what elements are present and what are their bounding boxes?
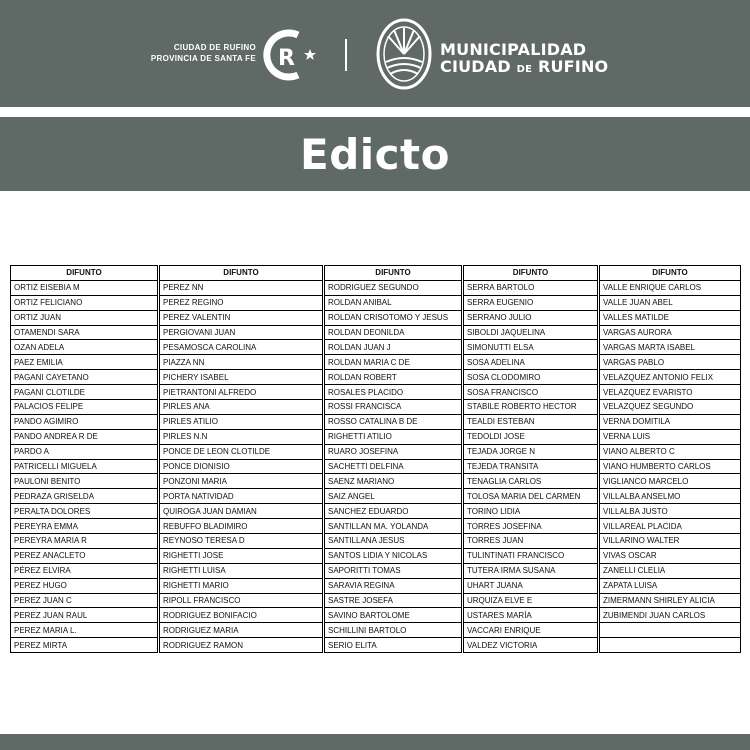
- municipality-word-rufino: RUFINO: [537, 57, 609, 76]
- table-cell: TORINO LIDIA: [464, 504, 598, 519]
- table-cell: SANTILLANA JESUS: [325, 534, 462, 549]
- column-header: DIFUNTO: [160, 266, 323, 281]
- city-name: [148, 42, 256, 64]
- table-cell: PARDO A: [11, 444, 158, 459]
- table-cell: PONCE DIONISIO: [160, 459, 323, 474]
- table-cell: SOSA ADELINA: [464, 355, 598, 370]
- table-row: [11, 638, 741, 653]
- table-row: [11, 608, 741, 623]
- table-cell: RIGHETTI ATILIO: [325, 429, 462, 444]
- table-cell: SERRANO JULIO: [464, 310, 598, 325]
- table-cell: VELAZQUEZ SEGUNDO: [600, 400, 741, 415]
- table-row: [11, 385, 741, 400]
- table-row: [11, 340, 741, 355]
- table-cell: TORRES JUAN: [464, 534, 598, 549]
- column-header: DIFUNTO: [464, 266, 598, 281]
- table-cell: ZAPATA LUISA: [600, 578, 741, 593]
- table-cell: TULINTINATI FRANCISCO: [464, 548, 598, 563]
- table-cell: VALLES MATILDE: [600, 310, 741, 325]
- table-cell: VERNA DOMITILA: [600, 414, 741, 429]
- table-cell: ROSSI FRANCISCA: [325, 400, 462, 415]
- table-cell: PANDO ANDREA R DE: [11, 429, 158, 444]
- table-cell: VALDEZ VICTORIA: [464, 638, 598, 653]
- table-cell: VIGLIANCO MARCELO: [600, 474, 741, 489]
- table-cell: PANDO AGIMIRO: [11, 414, 158, 429]
- table-cell: PORTA NATIVIDAD: [160, 489, 323, 504]
- table-cell: PONZONI MARIA: [160, 474, 323, 489]
- table-cell: RIGHETTI JOSE: [160, 548, 323, 563]
- table-cell: PEDRAZA GRISELDA: [11, 489, 158, 504]
- table-cell: PIRLES N.N: [160, 429, 323, 444]
- table-cell: SAPORITTI TOMAS: [325, 563, 462, 578]
- table-cell: PEREZ JUAN C: [11, 593, 158, 608]
- footer-band: [0, 734, 750, 750]
- table-cell: VELAZQUEZ EVARISTO: [600, 385, 741, 400]
- table-cell: TOLOSA MARIA DEL CARMEN: [464, 489, 598, 504]
- table-cell: SERRA BARTOLO: [464, 280, 598, 295]
- municipality-line-2: [440, 58, 608, 78]
- table-cell: PAGANI CLOTILDE: [11, 385, 158, 400]
- table-cell: USTARES MARÍA: [464, 608, 598, 623]
- table-header-row: [11, 266, 741, 281]
- table-cell: UHART JUANA: [464, 578, 598, 593]
- table-cell: RODRIGUEZ MARIA: [160, 623, 323, 638]
- header-stripe: [0, 107, 750, 117]
- table-cell: VIANO ALBERTO C: [600, 444, 741, 459]
- table-cell: PICHERY ISABEL: [160, 370, 323, 385]
- table-cell: RIGHETTI LUISA: [160, 563, 323, 578]
- table-cell: REBUFFO BLADIMIRO: [160, 519, 323, 534]
- table-cell: PERALTA DOLORES: [11, 504, 158, 519]
- table-cell: SOSA CLODOMIRO: [464, 370, 598, 385]
- table-cell: OZAN ADELA: [11, 340, 158, 355]
- table-cell: ROLDAN CRISOTOMO Y JESUS: [325, 310, 462, 325]
- table-row: [11, 534, 741, 549]
- table-row: [11, 623, 741, 638]
- table-cell: RUARO JOSEFINA: [325, 444, 462, 459]
- table-cell: [600, 638, 741, 653]
- table-cell: REYNOSO TERESA D: [160, 534, 323, 549]
- table-cell: ZANELLI CLELIA: [600, 563, 741, 578]
- table-cell: RODRIGUEZ BONIFACIO: [160, 608, 323, 623]
- table-cell: ORTIZ FELICIANO: [11, 295, 158, 310]
- table-cell: SACHETTI DELFINA: [325, 459, 462, 474]
- table-cell: VIANO HUMBERTO CARLOS: [600, 459, 741, 474]
- table-cell: TEDOLDI JOSE: [464, 429, 598, 444]
- city-line-1: CIUDAD DE RUFINO: [173, 43, 256, 52]
- municipality-word-ciudad: CIUDAD: [440, 57, 511, 76]
- table-row: [11, 280, 741, 295]
- table-cell: RODRIGUEZ SEGUNDO: [325, 280, 462, 295]
- municipality-word-de: DE: [516, 64, 533, 75]
- table-cell: SANTOS LIDIA Y NICOLAS: [325, 548, 462, 563]
- table-cell: VARGAS MARTA ISABEL: [600, 340, 741, 355]
- table-cell: RODRIGUEZ RAMON: [160, 638, 323, 653]
- table-cell: [600, 623, 741, 638]
- page-title: Edicto: [300, 129, 450, 179]
- table-cell: PALACIOS FELIPE: [11, 400, 158, 415]
- column-header: DIFUNTO: [11, 266, 158, 281]
- table-row: [11, 444, 741, 459]
- table-row: [11, 548, 741, 563]
- table-row: [11, 459, 741, 474]
- table-cell: PEREZ MIRTA: [11, 638, 158, 653]
- table-row: [11, 370, 741, 385]
- deceased-list-table: [10, 265, 741, 653]
- table-cell: PESAMOSCA CAROLINA: [160, 340, 323, 355]
- table-row: [11, 429, 741, 444]
- table-cell: VILLALBA JUSTO: [600, 504, 741, 519]
- table-cell: PEREYRA EMMA: [11, 519, 158, 534]
- table-cell: PAGANI CAYETANO: [11, 370, 158, 385]
- table-cell: SIBOLDI JAQUELINA: [464, 325, 598, 340]
- table-cell: PIRLES ANA: [160, 400, 323, 415]
- table-row: [11, 414, 741, 429]
- logo-divider: [345, 39, 347, 71]
- table-row: [11, 400, 741, 415]
- table-cell: SAVINO BARTOLOME: [325, 608, 462, 623]
- table-row: [11, 474, 741, 489]
- table-cell: SAENZ MARIANO: [325, 474, 462, 489]
- table-cell: ROLDAN JUAN J: [325, 340, 462, 355]
- table-cell: ZUBIMENDI JUAN CARLOS: [600, 608, 741, 623]
- table-cell: VARGAS PABLO: [600, 355, 741, 370]
- table-cell: ROLDAN ROBERT: [325, 370, 462, 385]
- table-cell: RIGHETTI MARIO: [160, 578, 323, 593]
- table-cell: RIPOLL FRANCISCO: [160, 593, 323, 608]
- table-cell: VILLALBA ANSELMO: [600, 489, 741, 504]
- table-cell: VACCARI ENRIQUE: [464, 623, 598, 638]
- municipal-crest-icon: [374, 16, 434, 92]
- table-cell: SOSA FRANCISCO: [464, 385, 598, 400]
- table-cell: TENAGLIA CARLOS: [464, 474, 598, 489]
- table-row: [11, 563, 741, 578]
- table-cell: STABILE ROBERTO HECTOR: [464, 400, 598, 415]
- table-cell: VELAZQUEZ ANTONIO FELIX: [600, 370, 741, 385]
- municipality-name: [440, 41, 608, 78]
- table-row: [11, 519, 741, 534]
- city-logo-icon: [258, 27, 320, 83]
- table-cell: VALLE ENRIQUE CARLOS: [600, 280, 741, 295]
- table-cell: PEREZ HUGO: [11, 578, 158, 593]
- city-line-2: PROVINCIA DE SANTA FE: [150, 54, 256, 63]
- table-cell: ORTIZ EISEBIA M: [11, 280, 158, 295]
- table-row: [11, 355, 741, 370]
- table-cell: ROSALES PLACIDO: [325, 385, 462, 400]
- table-cell: PEREZ REGINO: [160, 295, 323, 310]
- table-cell: VIVAS OSCAR: [600, 548, 741, 563]
- table-cell: TEJEDA TRANSITA: [464, 459, 598, 474]
- table-cell: QUIROGA JUAN DAMIAN: [160, 504, 323, 519]
- table-cell: VALLE JUAN ABEL: [600, 295, 741, 310]
- table-cell: TEJADA JORGE N: [464, 444, 598, 459]
- table-cell: PEREZ VALENTIN: [160, 310, 323, 325]
- table-cell: PEREZ JUAN RAUL: [11, 608, 158, 623]
- table-row: [11, 578, 741, 593]
- table-cell: URQUIZA ELVE E: [464, 593, 598, 608]
- table-cell: OTAMENDI SARA: [11, 325, 158, 340]
- table-cell: PEREZ NN: [160, 280, 323, 295]
- table-cell: PIAZZA NN: [160, 355, 323, 370]
- table-cell: SIMONUTTI ELSA: [464, 340, 598, 355]
- column-header: DIFUNTO: [600, 266, 741, 281]
- table-cell: SERIO ELITA: [325, 638, 462, 653]
- table-cell: ROLDAN MARIA C DE: [325, 355, 462, 370]
- table-cell: PATRICELLI MIGUELA: [11, 459, 158, 474]
- table-row: [11, 489, 741, 504]
- table-cell: SASTRE JOSEFA: [325, 593, 462, 608]
- table-cell: PAEZ EMILIA: [11, 355, 158, 370]
- table-row: [11, 295, 741, 310]
- table-cell: VERNA LUIS: [600, 429, 741, 444]
- table-cell: PERGIOVANI JUAN: [160, 325, 323, 340]
- table-cell: TORRES JOSEFINA: [464, 519, 598, 534]
- table-cell: ORTIZ JUAN: [11, 310, 158, 325]
- table-row: [11, 325, 741, 340]
- title-band: [0, 117, 750, 191]
- table-cell: SAIZ ANGEL: [325, 489, 462, 504]
- table-row: [11, 504, 741, 519]
- table-cell: SERRA EUGENIO: [464, 295, 598, 310]
- table-cell: TUTERA IRMA SUSANA: [464, 563, 598, 578]
- table-cell: ROLDAN DEONILDA: [325, 325, 462, 340]
- municipality-line-1: MUNICIPALIDAD: [440, 40, 587, 59]
- table-cell: ROLDAN ANIBAL: [325, 295, 462, 310]
- table-cell: SANTILLAN MA. YOLANDA: [325, 519, 462, 534]
- table-cell: PIRLES ATILIO: [160, 414, 323, 429]
- table-cell: PÉREZ ELVIRA: [11, 563, 158, 578]
- table-cell: VILLARINO WALTER: [600, 534, 741, 549]
- column-header: DIFUNTO: [325, 266, 462, 281]
- table-cell: PONCE DE LEON CLOTILDE: [160, 444, 323, 459]
- table-cell: SARAVIA REGINA: [325, 578, 462, 593]
- table-cell: ROSSO CATALINA B DE: [325, 414, 462, 429]
- table-cell: PEREZ MARIA L.: [11, 623, 158, 638]
- table-cell: SANCHEZ EDUARDO: [325, 504, 462, 519]
- table-cell: VILLAREAL PLACIDA: [600, 519, 741, 534]
- table-row: [11, 593, 741, 608]
- table-cell: PEREZ ANACLETO: [11, 548, 158, 563]
- table-cell: ZIMERMANN SHIRLEY ALICIA: [600, 593, 741, 608]
- table-row: [11, 310, 741, 325]
- table-cell: PAULONI BENITO: [11, 474, 158, 489]
- table-cell: TEALDI ESTEBAN: [464, 414, 598, 429]
- table-cell: PIETRANTONI ALFREDO: [160, 385, 323, 400]
- city-logo-letter: R: [278, 46, 295, 71]
- table-cell: VARGAS AURORA: [600, 325, 741, 340]
- table-cell: PEREYRA MARIA R: [11, 534, 158, 549]
- table-cell: SCHILLINI BARTOLO: [325, 623, 462, 638]
